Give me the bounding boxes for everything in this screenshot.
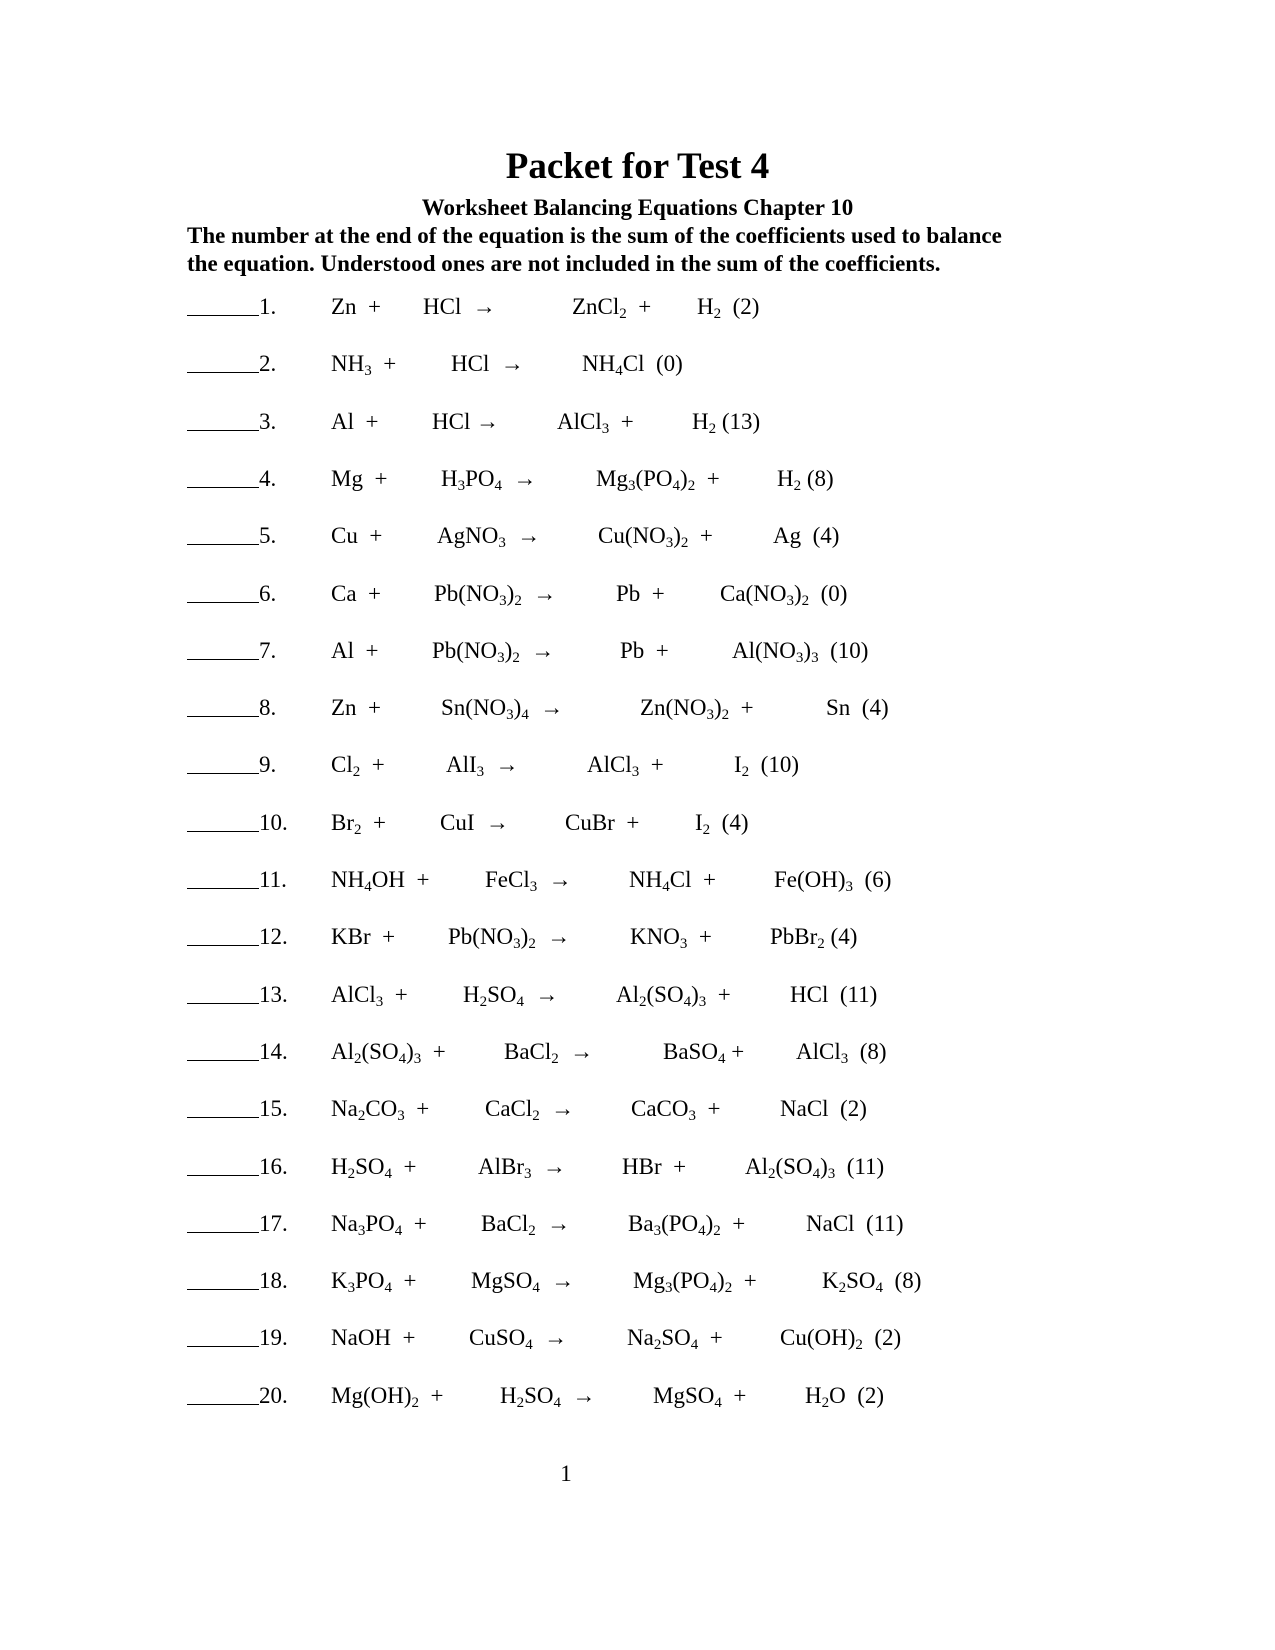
equation-row [0,1380,1275,1412]
answer-blank[interactable] [187,659,259,660]
equation-row [0,520,1275,552]
equation-term: Pb + [616,581,665,606]
equation-term: HCl → [451,351,524,376]
equation-row [0,635,1275,667]
equation-term: BaCl$_2$ → [504,1039,594,1067]
equation-term: $NH_4Cl$ + [629,867,716,895]
answer-blank[interactable] [187,1117,259,1118]
problem-number: 1. [259,294,277,319]
equation-term: BaCl$_2$ → [481,1211,571,1239]
problem-number: 11. [259,867,287,892]
problem-number: 20. [259,1383,288,1408]
equation-term: $I_2$ (4) [695,810,749,838]
equation-term: $NH_3$ + [331,351,397,379]
problem-number: 10. [259,810,288,835]
equation-term: $Mg_3(PO_4)_2$ + [596,466,720,494]
equation-term: $Br_2$ + [331,810,386,838]
equation-term: $K_3PO_4$ + [331,1268,417,1296]
problem-number: 17. [259,1211,288,1236]
answer-blank[interactable] [187,487,259,488]
equation-term: PbBr$_2$ (4) [770,924,858,952]
equation-row [0,1265,1275,1297]
problem-number: 3. [259,409,277,434]
equation-row [0,921,1275,953]
equation-row [0,807,1275,839]
equation-row [0,1322,1275,1354]
equation-term: AlI$_3$ → [446,752,519,780]
equation-term: $H_3PO_4$ → [441,466,537,494]
equation-term: Ag (4) [773,523,840,548]
equation-row [0,578,1275,610]
equation-term: $Al_2(SO_4)_3$ (11) [745,1154,885,1182]
equation-term: $Na_2CO_3$ + [331,1096,430,1124]
problem-number: 15. [259,1096,288,1121]
equation-row [0,348,1275,380]
equation-row [0,749,1275,781]
equation-term: $Mg(OH)_2$ + [331,1383,444,1411]
equation-term: $I_2$ (10) [734,752,799,780]
equation-term: $H_2SO_4$ + [331,1154,417,1182]
equation-term: ZnCl$_2$ + [572,294,652,322]
equation-term: $H_2SO_4$ → [463,982,559,1010]
equation-row [0,406,1275,438]
equation-term: Zn + [331,294,382,319]
equation-term: HBr + [622,1154,687,1179]
equation-term: CuBr + [565,810,640,835]
equation-term: Al + [331,409,379,434]
problem-number: 9. [259,752,277,777]
answer-blank[interactable] [187,1346,259,1347]
problem-number: 6. [259,581,277,606]
equation-row [0,1208,1275,1240]
equation-term: MgSO$_4$ → [471,1268,575,1296]
equation-term: $H_2$ (2) [697,294,760,322]
answer-blank[interactable] [187,1289,259,1290]
equation-term: NaCl (11) [806,1211,904,1236]
answer-blank[interactable] [187,372,259,373]
page-title: Packet for Test 4 [505,146,770,187]
equation-term: AlCl$_3$ + [587,752,664,780]
problem-number: 16. [259,1154,288,1179]
problem-number: 18. [259,1268,288,1293]
equation-term: Zn + [331,695,382,720]
equation-term: $H_2O$ (2) [805,1383,885,1411]
equation-term: AgNO$_3$ → [437,523,541,551]
equation-row [0,979,1275,1011]
answer-blank[interactable] [187,1003,259,1004]
equation-term: $H_2SO_4$ → [500,1383,596,1411]
equation-term: $Zn(NO_3)_2$ + [640,695,754,723]
answer-blank[interactable] [187,1175,259,1176]
answer-blank[interactable] [187,1060,259,1061]
equation-term: $Al_2(SO_4)_3$ + [331,1039,446,1067]
equation-term: AlCl$_3$ + [557,409,634,437]
instructions-line-1: The number at the end of the equation is the sum of the coefficients used to balance [187,223,1002,248]
equation-term: $H_2$ (8) [777,466,834,494]
equation-term: NaOH + [331,1325,416,1350]
answer-blank[interactable] [187,773,259,774]
answer-blank[interactable] [187,945,259,946]
instructions [187,222,1087,278]
problem-number: 4. [259,466,277,491]
answer-blank[interactable] [187,888,259,889]
equation-term: Pb + [620,638,669,663]
answer-blank[interactable] [187,1232,259,1233]
equation-term: $Cu(OH)_2$ (2) [780,1325,902,1353]
problem-number: 5. [259,523,277,548]
problem-number: 7. [259,638,277,663]
equation-term: Al + [331,638,379,663]
answer-blank[interactable] [187,430,259,431]
equation-term: HCl → [423,294,496,319]
instructions-line-2: the equation. Understood ones are not included in the sum of the coefficients. [187,251,941,276]
equation-term: NaCl (2) [780,1096,867,1121]
equation-term: Mg + [331,466,388,491]
equation-term: CaCl$_2$ → [485,1096,575,1124]
equation-term: HCl → [432,409,500,434]
equation-term: $NH_4Cl$ (0) [582,351,683,379]
equation-term: $Na_3PO_4$ + [331,1211,427,1239]
answer-blank[interactable] [187,831,259,832]
worksheet-subtitle: Worksheet Balancing Equations Chapter 10 [421,195,854,220]
equation-term: AlBr$_3$ → [478,1154,566,1182]
equation-term: BaSO$_4$ + [663,1039,745,1067]
equation-row [0,1151,1275,1183]
equation-term: $Na_2SO_4$ + [627,1325,723,1353]
answer-blank[interactable] [187,602,259,603]
problem-number: 14. [259,1039,288,1064]
equation-row [0,864,1275,896]
equation-term: $Cu(NO_3)_2$ + [598,523,713,551]
equation-term: Ca + [331,581,382,606]
equation-term: $Mg_3(PO_4)_2$ + [633,1268,757,1296]
equation-term: Sn (4) [826,695,889,720]
equation-term: $Pb(NO_3)_2$ → [448,924,571,952]
answer-blank[interactable] [187,544,259,545]
equation-term: $Fe(OH)_3$ (6) [774,867,892,895]
answer-blank[interactable] [187,1404,259,1405]
equation-term: CuI → [440,810,509,835]
equation-term: $Ba_3(PO_4)_2$ + [628,1211,746,1239]
equation-term: CaCO$_3$ + [631,1096,721,1124]
equation-row [0,1093,1275,1125]
equation-term: Cu + [331,523,383,548]
equation-term: $Cl_2$ + [331,752,385,780]
answer-blank[interactable] [187,716,259,717]
problem-number: 19. [259,1325,288,1350]
equation-row [0,692,1275,724]
equation-term: KBr + [331,924,396,949]
equation-term: $K_2SO_4$ (8) [822,1268,922,1296]
page-number: 1 [560,1461,572,1486]
equation-term: AlCl$_3$ + [331,982,408,1010]
equation-term: AlCl$_3$ (8) [796,1039,887,1067]
answer-blank[interactable] [187,315,259,316]
equation-row [0,1036,1275,1068]
equation-term: $Sn(NO_3)_4$ → [441,695,564,723]
equation-term: $Pb(NO_3)_2$ → [434,581,557,609]
equation-row [0,291,1275,323]
equation-term: HCl (11) [790,982,878,1007]
equation-row [0,463,1275,495]
equation-term: $H_2$ (13) [692,409,761,437]
equation-term: CuSO$_4$ → [469,1325,568,1353]
problem-number: 8. [259,695,277,720]
problem-number: 12. [259,924,288,949]
equation-term: FeCl$_3$ → [485,867,572,895]
equation-term: $Al_2(SO_4)_3$ + [616,982,731,1010]
equation-term: $Ca(NO_3)_2$ (0) [720,581,848,609]
equation-term: $NH_4OH$ + [331,867,430,895]
equation-term: $Pb(NO_3)_2$ → [432,638,555,666]
equation-term: $KNO_3$ + [630,924,712,952]
equation-term: $Al(NO_3)_3$ (10) [732,638,869,666]
equation-term: MgSO$_4$ + [653,1383,747,1411]
problem-number: 13. [259,982,288,1007]
problem-number: 2. [259,351,277,376]
